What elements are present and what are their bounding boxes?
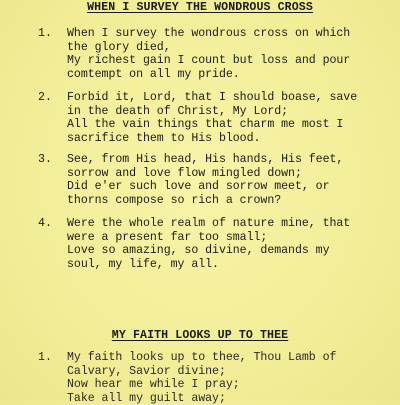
stanza-line: soul, my life, my all. — [67, 257, 219, 271]
stanza-line: in the death of Christ, My Lord; — [67, 104, 289, 118]
stanza-line: Now hear me while I pray; — [67, 378, 240, 392]
stanza-number: 4. — [38, 217, 52, 230]
stanza-line: See, from His head, His hands, His feet, — [67, 153, 344, 166]
stanza-line: My faith looks up to thee, Thou Lamb of — [67, 351, 337, 364]
stanza-line: Did e'er such love and sorrow meet, or — [67, 180, 330, 194]
stanza-line: Take all my guilt away; — [67, 391, 226, 405]
stanza-number: 3. — [38, 153, 52, 166]
stanza-number: 2. — [38, 91, 52, 104]
stanza-line: comtempt on all my pride. — [67, 67, 240, 81]
hymn-title: MY FAITH LOOKS UP TO THEE — [111, 329, 289, 342]
stanza-line: were a present far too small; — [67, 230, 268, 244]
stanza-number: 1. — [38, 27, 52, 40]
stanza-line: Forbid it, Lord, that I should boase, save — [67, 91, 358, 104]
stanza-number: 1. — [38, 351, 52, 364]
stanza-line: Were the whole realm of nature mine, that — [67, 217, 351, 230]
stanza-line: sorrow and love flow mingled down; — [67, 166, 302, 180]
stanza-line: When I survey the wondrous cross on which — [67, 27, 351, 40]
stanza-lines — [67, 153, 343, 207]
stanza-line: All the vain things that charm me most I — [67, 118, 344, 132]
stanza-lines — [67, 91, 357, 145]
stanza-lines — [67, 351, 336, 405]
stanza-line: thorns compose so rich a crown? — [67, 193, 282, 207]
stanza-lines — [67, 27, 350, 81]
stanza-lines — [67, 217, 350, 271]
stanza-line: Love so amazing, so divine, demands my — [67, 244, 330, 258]
stanza-line: Calvary, Savior divine; — [67, 364, 226, 378]
stanza-line: My richest gain I count but loss and pour — [67, 54, 351, 68]
hymn-title: WHEN I SURVEY THE WONDROUS CROSS — [87, 1, 313, 14]
stanza-line: the glory died, — [67, 40, 171, 54]
stanza-line: sacrifice them to His blood. — [67, 131, 261, 145]
